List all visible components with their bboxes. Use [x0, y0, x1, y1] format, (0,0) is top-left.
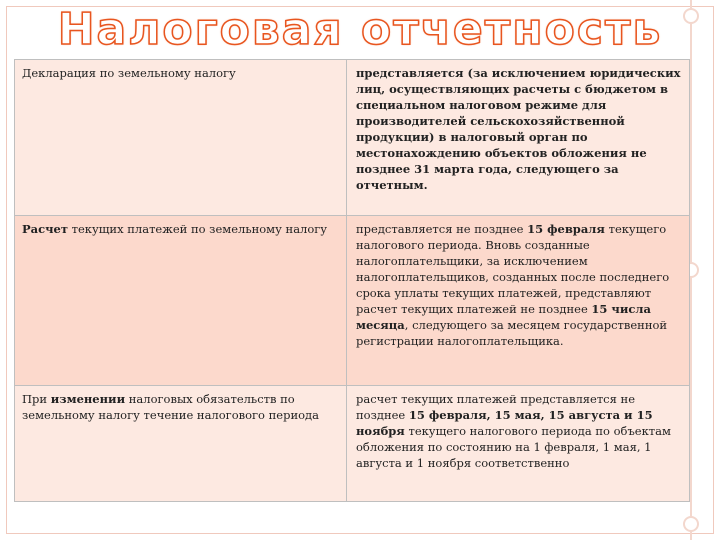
cell-text: При [22, 392, 51, 406]
cell-text-bold: изменении [50, 392, 126, 406]
table-row [15, 386, 690, 502]
table-row [15, 216, 690, 386]
table-cell [15, 60, 347, 216]
cell-text-bold: 15 февраля [527, 222, 605, 236]
cell-text: текущего налогового периода по объектам обложения по состоянию на 1 февраля, 1 мая, 1 августа и 1 ноября соответственно [356, 424, 671, 470]
cell-text-bold: 15 числа месяца [356, 302, 651, 332]
cell-text: , следующего за месяцем государственной регистрации налогоплательщика. [356, 318, 668, 348]
table-cell [347, 386, 690, 502]
cell-text: текущего налогового периода. Вновь созданные налогоплательщики, за исключением налогоплательщиков, созданных после последнего срока уплаты текущих платежей, представляют расчет текущих платежей не позднее [356, 222, 670, 316]
table-cell [15, 386, 347, 502]
table-cell [347, 216, 690, 386]
cell-text: текущих платежей по земельному налогу [67, 222, 328, 236]
table-cell [15, 216, 347, 386]
cell-text: налоговых обязательств по земельному налогу течение налогового периода [22, 392, 319, 422]
cell-text-bold: Расчет [22, 222, 68, 236]
cell-text: расчет текущих платежей представляется не позднее [356, 392, 635, 422]
tax-reporting-table [14, 59, 690, 502]
table-cell [347, 60, 690, 216]
decorative-circle-icon [683, 516, 699, 532]
table-row [15, 60, 690, 216]
cell-text: представляется не позднее [356, 222, 528, 236]
cell-text-bold: 15 февраля, 15 мая, 15 августа и 15 ноября [356, 408, 653, 438]
cell-text: представляется (за исключением юридических лиц, осуществляющих расчеты с бюджетом в специальном налоговом режиме для производителей сельскохозяйственной продукции) в налоговый орган по местонахождению объектов обложения не позднее 31 марта года, следующего за отчетным. [356, 66, 681, 192]
page-title: Налоговая отчетность [57, 4, 663, 55]
cell-text: Декларация по земельному налогу [22, 66, 236, 80]
